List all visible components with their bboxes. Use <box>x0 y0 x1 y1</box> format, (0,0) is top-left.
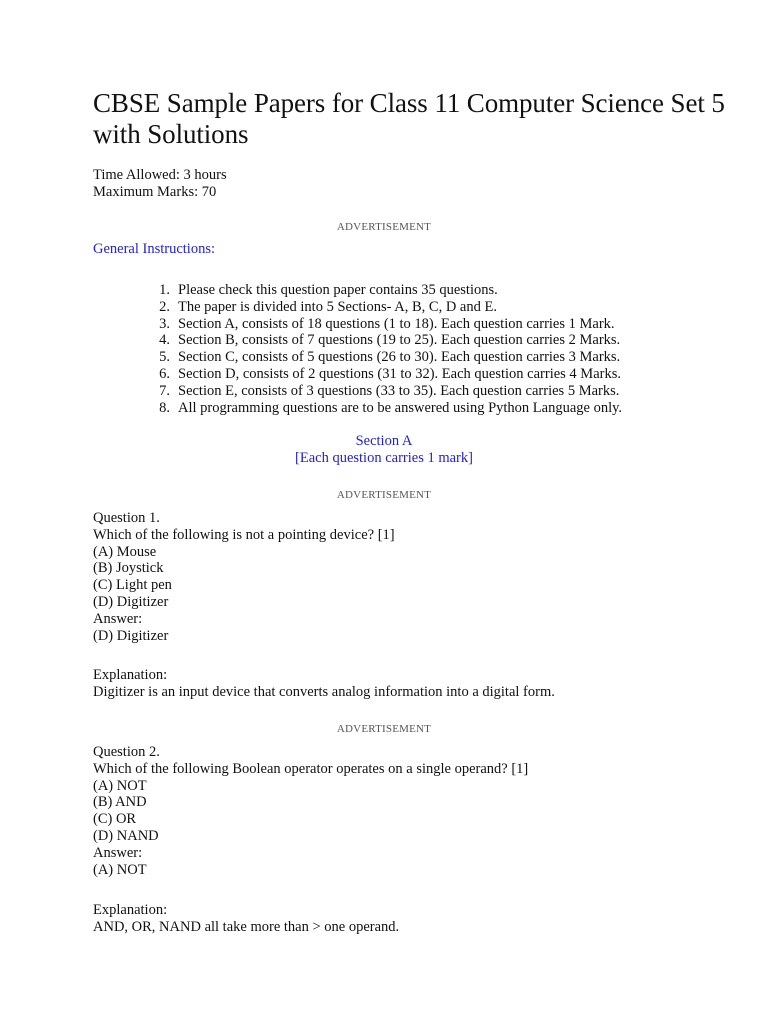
question-label: Question 1. <box>93 510 160 526</box>
section-a-heading <box>0 433 768 467</box>
option: (A) Mouse <box>93 543 157 560</box>
instructions-list <box>156 282 622 416</box>
option: (B) AND <box>93 794 147 811</box>
answer-label: Answer: <box>93 610 143 627</box>
list-item <box>156 282 622 299</box>
answer: (D) Digitizer <box>93 627 169 644</box>
answer: (A) NOT <box>93 861 147 878</box>
explanation-text: Digitizer is an input device that converts analog information into a digital form. <box>93 683 555 700</box>
list-item <box>156 332 622 349</box>
list-item <box>156 299 622 316</box>
page-title: CBSE Sample Papers for Class 11 Computer Science Set 5 with Solutions <box>93 88 725 149</box>
explanation-1 <box>93 667 555 701</box>
item-number: 6. <box>159 365 170 382</box>
general-instructions-heading: General Instructions: <box>93 241 216 257</box>
item-text: Section E, consists of 3 questions (33 to 35). Each question carries 5 Marks. <box>178 382 620 399</box>
maximum-marks: Maximum Marks: 70 <box>93 184 217 200</box>
item-text: All programming questions are to be answered using Python Language only. <box>178 399 623 416</box>
list-item <box>156 349 622 366</box>
item-text: Section A, consists of 18 questions (1 to 18). Each question carries 1 Mark. <box>178 315 615 332</box>
list-item <box>156 400 622 417</box>
section-title: Section A <box>355 433 413 449</box>
document-header <box>93 88 733 201</box>
item-number: 5. <box>159 349 170 366</box>
question-1 <box>93 510 395 644</box>
explanation-label: Explanation: <box>93 902 168 918</box>
section-subtitle: [Each question carries 1 mark] <box>295 450 473 466</box>
item-number: 1. <box>159 282 170 298</box>
question-text: Which of the following Boolean operator operates on a single operand? [1] <box>93 760 529 777</box>
question-2 <box>93 744 528 878</box>
question-label: Question 2. <box>93 744 160 760</box>
item-text: The paper is divided into 5 Sections- A, B, C, D and E. <box>178 298 497 315</box>
list-item <box>156 316 622 333</box>
item-text: Section D, consists of 2 questions (31 to 32). Each question carries 4 Marks. <box>178 365 621 382</box>
advertisement-label: ADVERTISEMENT <box>336 489 432 501</box>
item-number: 2. <box>159 298 170 315</box>
option: (B) Joystick <box>93 560 164 577</box>
option: (D) Digitizer <box>93 593 169 610</box>
time-allowed: Time Allowed: 3 hours <box>93 167 227 183</box>
advertisement-label: ADVERTISEMENT <box>336 723 432 735</box>
list-item <box>156 366 622 383</box>
item-number: 7. <box>159 382 170 399</box>
option: (C) OR <box>93 811 137 828</box>
exam-meta <box>93 167 733 201</box>
item-text: Section B, consists of 7 questions (19 to 25). Each question carries 2 Marks. <box>178 332 621 349</box>
advertisement-label: ADVERTISEMENT <box>336 221 432 233</box>
list-item <box>156 383 622 400</box>
answer-label: Answer: <box>93 844 143 861</box>
item-text: Please check this question paper contains 35 questions. <box>178 282 498 298</box>
explanation-text: AND, OR, NAND all take more than > one operand. <box>93 918 400 935</box>
explanation-2 <box>93 902 399 936</box>
item-number: 4. <box>159 332 170 349</box>
explanation-label: Explanation: <box>93 667 168 683</box>
item-number: 3. <box>159 315 170 332</box>
option: (C) Light pen <box>93 577 172 594</box>
option: (A) NOT <box>93 777 147 794</box>
question-text: Which of the following is not a pointing device? [1] <box>93 526 395 543</box>
option: (D) NAND <box>93 827 159 844</box>
item-text: Section C, consists of 5 questions (26 to 30). Each question carries 3 Marks. <box>178 349 621 366</box>
item-number: 8. <box>159 399 170 416</box>
